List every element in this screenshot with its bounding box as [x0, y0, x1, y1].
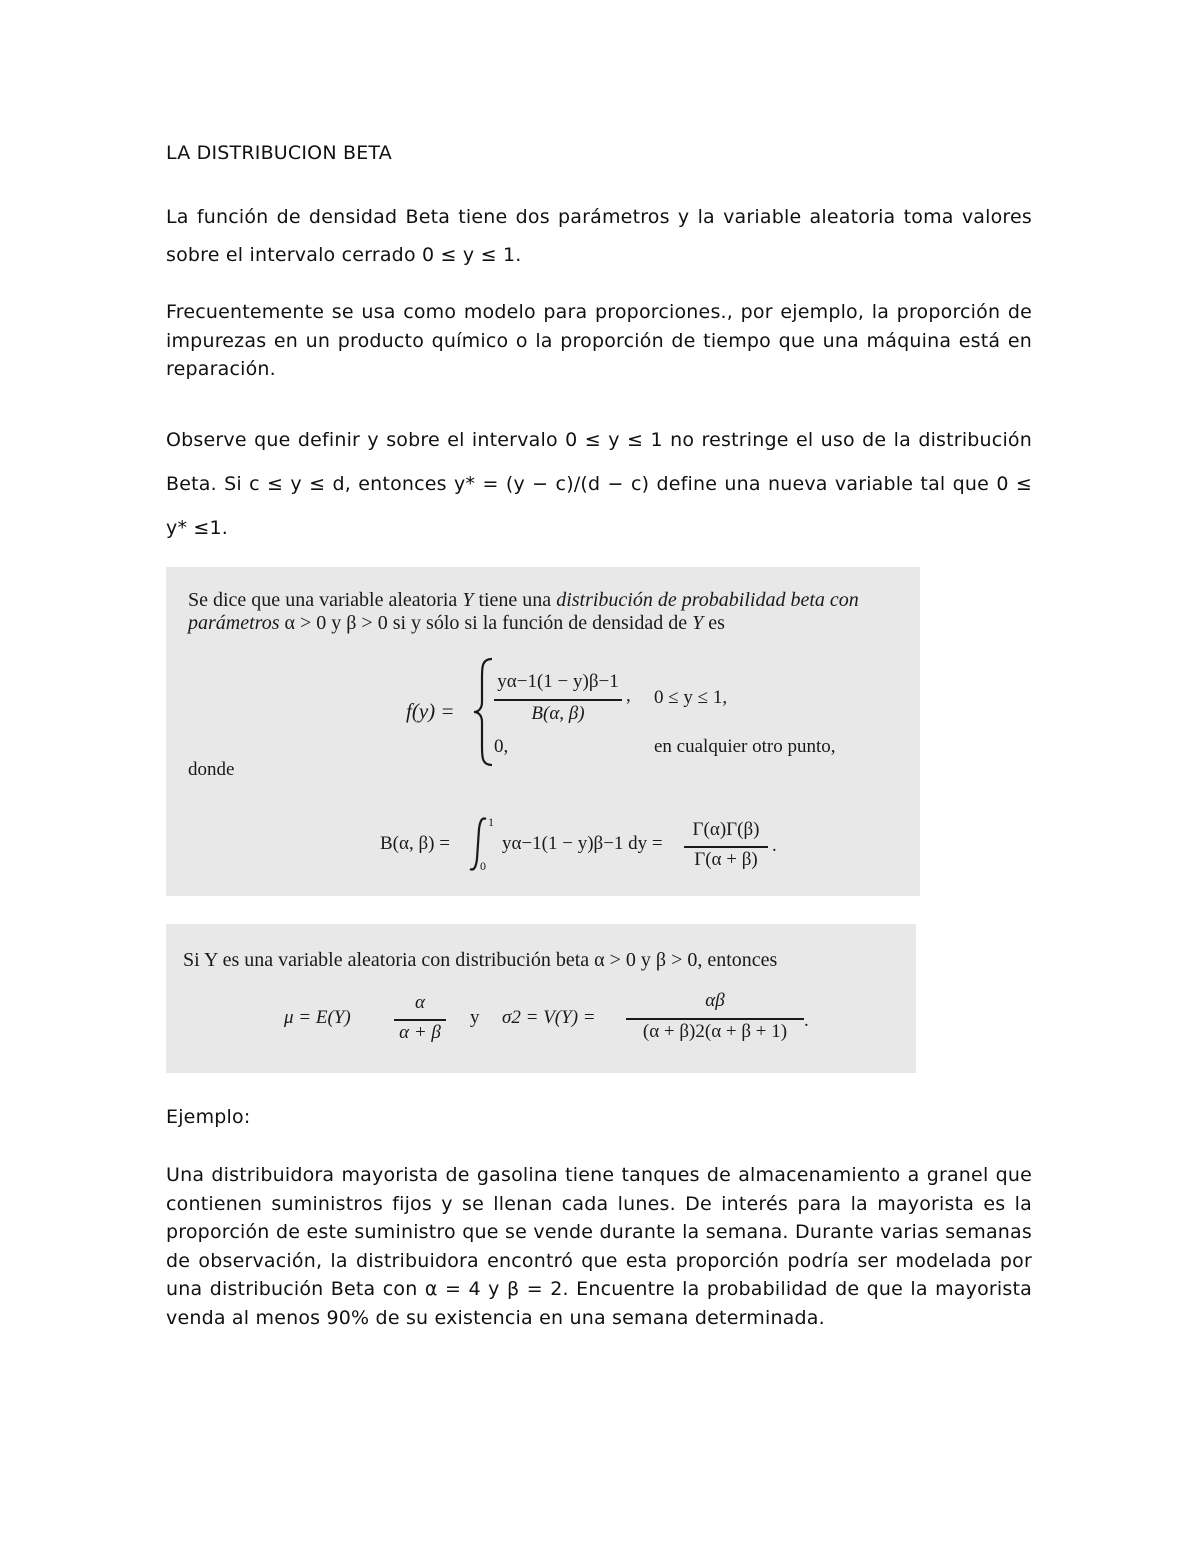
- variance-fraction-bar: [626, 1018, 804, 1020]
- gamma-period: .: [772, 835, 777, 856]
- integral-lower-limit: 0: [480, 859, 486, 873]
- integral-upper-limit: 1: [488, 815, 494, 829]
- mean-numerator: α: [415, 992, 425, 1013]
- case1-fraction-bar: [494, 699, 622, 701]
- gamma-denominator: Γ(α + β): [694, 849, 758, 870]
- example-label: Ejemplo:: [166, 1106, 251, 1128]
- def-italic-params: parámetros: [188, 612, 280, 634]
- beta-definition-box: [166, 567, 920, 896]
- integrand: yα−1(1 − y)β−1 dy =: [502, 833, 663, 854]
- definition-line-2: [188, 612, 725, 635]
- transform-paragraph: Observe que definir y sobre el intervalo 0 ≤ y ≤ 1 no restringe el uso de la distribución Beta. Si c ≤ y ≤ d, entonces y* = (y − c)/(d − c) define una nueva variable tal que 0 ≤ y* ≤1.: [166, 429, 1032, 539]
- case1-condition: 0 ≤ y ≤ 1,: [654, 687, 728, 708]
- beta-function-lhs: B(α, β) =: [380, 833, 450, 854]
- case2-condition: en cualquier otro punto,: [654, 736, 836, 757]
- moments-intro: Si Y es una variable aleatoria con distribución beta α > 0 y β > 0, entonces: [183, 949, 778, 971]
- variance-period: .: [804, 1010, 809, 1031]
- intro-paragraph: La función de densidad Beta tiene dos parámetros y la variable aleatoria toma valores sobre el intervalo cerrado 0 ≤ y ≤ 1.: [166, 206, 1032, 266]
- moments-connector: y: [470, 1007, 480, 1028]
- case2-value: 0,: [494, 736, 509, 757]
- case1-denominator: B(α, β): [531, 703, 585, 724]
- page-title: LA DISTRIBUCION BETA: [166, 142, 392, 164]
- variance-denominator: (α + β)2(α + β + 1): [642, 1021, 788, 1042]
- definition-line-1: [188, 589, 859, 612]
- example-paragraph: Una distribuidora mayorista de gasolina tiene tanques de almacenamiento a granel que contienen suministros fijos y se llenan cada lunes. De interés para la mayorista es la proporción de este suministro que se vende durante la semana. Durante varias semanas de observación, la distribuidora encontró que esta proporción podría ser modelada por una distribución Beta con α = 4 y β = 2. Encuentre la probabilidad de que la mayorista venda al menos 90% de su existencia en una semana determinada.: [166, 1164, 1032, 1329]
- usage-paragraph: Frecuentemente se usa como modelo para proporciones., por ejemplo, la proporción de impurezas en un producto químico o la proporción de tiempo que una máquina está en reparación.: [166, 301, 1032, 380]
- donde-label: donde: [188, 759, 235, 780]
- def-var-y: Y: [462, 589, 474, 611]
- integral-sign-icon: [468, 815, 490, 873]
- def-text-c: α > 0 y β > 0 si y sólo si la función de densidad de: [279, 612, 693, 634]
- def-text-b: tiene una: [473, 589, 557, 611]
- def-text-a: Se dice que una variable aleatoria: [188, 589, 463, 611]
- variance-numerator: αβ: [705, 990, 725, 1011]
- case1-comma: ,: [626, 685, 631, 706]
- def-var-y2: Y: [692, 612, 704, 634]
- mean-fraction-bar: [394, 1019, 446, 1021]
- gamma-fraction-bar: [684, 846, 768, 848]
- def-italic-term: distribución de probabilidad beta con: [556, 589, 859, 611]
- mean-lhs: μ = E(Y): [284, 1007, 351, 1028]
- case1-numerator: yα−1(1 − y)β−1: [497, 671, 619, 692]
- def-text-d: es: [703, 612, 725, 634]
- variance-lhs: σ2 = V(Y) =: [502, 1007, 596, 1028]
- gamma-numerator: Γ(α)Γ(β): [692, 819, 760, 840]
- beta-moments-box: [166, 924, 916, 1073]
- mean-denominator: α + β: [399, 1022, 441, 1043]
- fy-label: f(y) =: [406, 699, 455, 723]
